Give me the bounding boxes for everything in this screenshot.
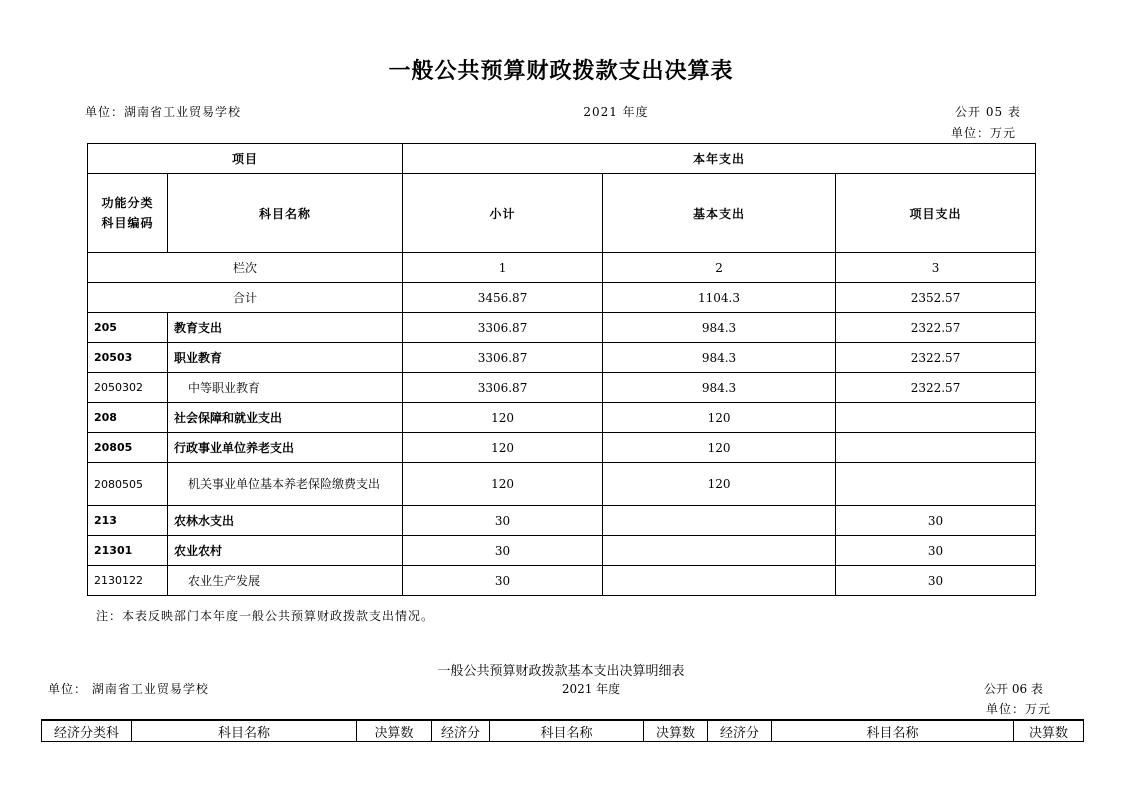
table-row bbox=[88, 433, 1036, 463]
total-subtotal: 3456.87 bbox=[403, 283, 603, 313]
row-subtotal: 30 bbox=[403, 506, 603, 536]
header-basic: 基本支出 bbox=[603, 174, 836, 253]
total-label: 合计 bbox=[88, 283, 403, 313]
row-basic bbox=[603, 566, 836, 596]
report2-header-cell: 决算数 bbox=[1014, 720, 1084, 742]
report2-title: 一般公共预算财政拨款基本支出决算明细表 bbox=[437, 664, 685, 679]
row-subject-name: 社会保障和就业支出 bbox=[168, 403, 403, 433]
row-subject-name: 行政事业单位养老支出 bbox=[168, 433, 403, 463]
row-basic: 120 bbox=[603, 463, 836, 506]
column-number-3: 3 bbox=[836, 253, 1036, 283]
row-project: 2322.57 bbox=[836, 373, 1036, 403]
report2-header-cell: 科目名称 bbox=[490, 720, 644, 742]
report2-fiscal-year: 2021 年度 bbox=[561, 682, 621, 696]
report2-header-cell: 科目名称 bbox=[132, 720, 357, 742]
report2-money-unit: 单位：万元 bbox=[986, 702, 1052, 716]
table-row bbox=[88, 463, 1036, 506]
unit-org: 单位：湖南省工业贸易学校 bbox=[85, 105, 242, 119]
row-subtotal: 3306.87 bbox=[403, 373, 603, 403]
row-code: 213 bbox=[88, 506, 168, 536]
header-subtotal: 小计 bbox=[403, 174, 603, 253]
row-subtotal: 120 bbox=[403, 403, 603, 433]
budget-expense-table bbox=[87, 143, 1036, 596]
header-func-code: 功能分类 科目编码 bbox=[88, 174, 168, 253]
report2-header-cell: 科目名称 bbox=[772, 720, 1014, 742]
row-code: 2050302 bbox=[88, 373, 168, 403]
row-basic: 984.3 bbox=[603, 313, 836, 343]
row-subject-name: 职业教育 bbox=[168, 343, 403, 373]
row-subtotal: 120 bbox=[403, 433, 603, 463]
column-number-2: 2 bbox=[603, 253, 836, 283]
report2-unit-org: 单位： 湖南省工业贸易学校 bbox=[48, 682, 209, 696]
row-basic: 984.3 bbox=[603, 343, 836, 373]
row-basic bbox=[603, 536, 836, 566]
total-basic: 1104.3 bbox=[603, 283, 836, 313]
fiscal-year: 2021 年度 bbox=[583, 105, 649, 119]
report2-header-cell: 经济分类科 bbox=[42, 720, 132, 742]
table-row bbox=[88, 536, 1036, 566]
money-unit: 单位：万元 bbox=[951, 126, 1017, 140]
basic-expense-detail-table bbox=[41, 719, 1084, 742]
table-row bbox=[88, 403, 1036, 433]
row-project: 2322.57 bbox=[836, 343, 1036, 373]
header-current-year-expense: 本年支出 bbox=[403, 144, 1036, 174]
row-subtotal: 30 bbox=[403, 566, 603, 596]
report-title: 一般公共预算财政拨款支出决算表 bbox=[388, 59, 734, 84]
report2-header-cell: 决算数 bbox=[644, 720, 708, 742]
row-code: 205 bbox=[88, 313, 168, 343]
row-project: 2322.57 bbox=[836, 313, 1036, 343]
row-subtotal: 120 bbox=[403, 463, 603, 506]
row-code: 2130122 bbox=[88, 566, 168, 596]
row-project bbox=[836, 463, 1036, 506]
row-project: 30 bbox=[836, 506, 1036, 536]
row-subtotal: 30 bbox=[403, 536, 603, 566]
table-row bbox=[88, 343, 1036, 373]
row-project bbox=[836, 433, 1036, 463]
row-subject-name: 机关事业单位基本养老保险缴费支出 bbox=[168, 463, 403, 506]
header-project: 项目支出 bbox=[836, 174, 1036, 253]
row-code: 21301 bbox=[88, 536, 168, 566]
table-row bbox=[88, 373, 1036, 403]
row-basic: 120 bbox=[603, 433, 836, 463]
row-basic: 984.3 bbox=[603, 373, 836, 403]
table-row bbox=[88, 506, 1036, 536]
column-number-label: 栏次 bbox=[88, 253, 403, 283]
total-project: 2352.57 bbox=[836, 283, 1036, 313]
row-subject-name: 中等职业教育 bbox=[168, 373, 403, 403]
row-code: 20805 bbox=[88, 433, 168, 463]
report2-header-cell: 经济分 bbox=[432, 720, 490, 742]
column-number-1: 1 bbox=[403, 253, 603, 283]
row-subject-name: 教育支出 bbox=[168, 313, 403, 343]
report2-header-cell: 决算数 bbox=[357, 720, 432, 742]
table-note: 注：本表反映部门本年度一般公共预算财政拨款支出情况。 bbox=[96, 609, 435, 623]
row-code: 2080505 bbox=[88, 463, 168, 506]
row-project bbox=[836, 403, 1036, 433]
row-subject-name: 农林水支出 bbox=[168, 506, 403, 536]
row-basic: 120 bbox=[603, 403, 836, 433]
report2-header-cell: 经济分 bbox=[708, 720, 772, 742]
table-row bbox=[88, 313, 1036, 343]
form-number: 公开 05 表 bbox=[955, 105, 1021, 119]
row-project: 30 bbox=[836, 536, 1036, 566]
row-subject-name: 农业农村 bbox=[168, 536, 403, 566]
row-subtotal: 3306.87 bbox=[403, 313, 603, 343]
row-code: 20503 bbox=[88, 343, 168, 373]
row-project: 30 bbox=[836, 566, 1036, 596]
table-row bbox=[88, 566, 1036, 596]
header-subject-name: 科目名称 bbox=[168, 174, 403, 253]
row-basic bbox=[603, 506, 836, 536]
report2-form-number: 公开 06 表 bbox=[984, 682, 1043, 696]
row-code: 208 bbox=[88, 403, 168, 433]
row-subject-name: 农业生产发展 bbox=[168, 566, 403, 596]
header-item: 项目 bbox=[88, 144, 403, 174]
row-subtotal: 3306.87 bbox=[403, 343, 603, 373]
